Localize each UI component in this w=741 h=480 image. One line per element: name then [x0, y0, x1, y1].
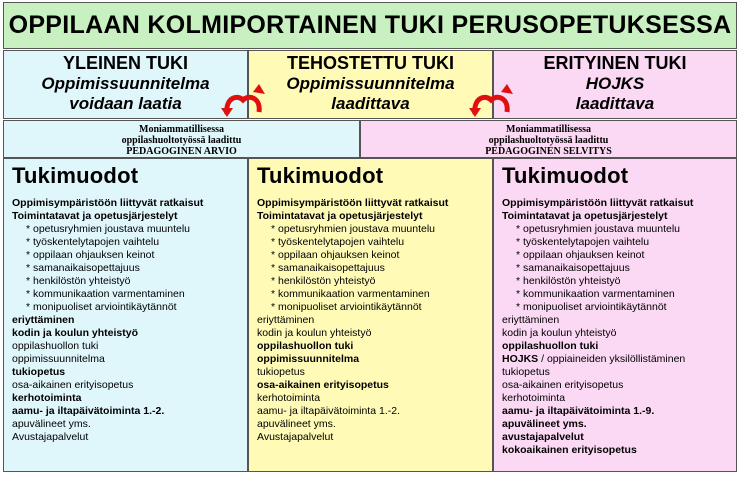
- intensified-support-header: [248, 50, 493, 119]
- support-form-item: * samanaikaisopettajuus: [26, 262, 140, 274]
- support-form-item: tukiopetus: [257, 366, 305, 378]
- support-form-item: * monipuoliset arviointikäytännöt: [516, 301, 667, 313]
- support-form-item: * työskentelytapojen vaihtelu: [271, 236, 405, 248]
- support-form-item: aamu- ja iltapäivätoiminta 1.-2.: [12, 405, 165, 417]
- special-support-plan-note: laadittava: [575, 94, 655, 113]
- support-form-item: oppilashuollon tuki: [12, 340, 99, 352]
- special-support-plan: HOJKS: [585, 74, 645, 93]
- support-form-item: apuvälineet yms.: [257, 418, 336, 430]
- intensified-support-plan: Oppimissuunnitelma: [286, 74, 455, 93]
- support-form-item: aamu- ja iltapäivätoiminta 1.-2.: [257, 405, 400, 417]
- intensified-support-column: [248, 158, 493, 472]
- support-form-item: * työskentelytapojen vaihtelu: [516, 236, 650, 248]
- support-form-item: osa-aikainen erityisopetus: [502, 379, 624, 391]
- support-form-item: * samanaikaisopettajuus: [516, 262, 630, 274]
- general-support-plan: Oppimissuunnitelma: [41, 74, 210, 93]
- support-form-item: Avustajapalvelut: [12, 431, 89, 443]
- support-form-item: * kommunikaation varmentaminen: [271, 288, 430, 300]
- support-form-item: kodin ja koulun yhteistyö: [502, 327, 617, 339]
- support-form-item: * opetusryhmien joustava muuntelu: [26, 223, 191, 235]
- support-form-item: oppimissuunnitelma: [12, 353, 105, 365]
- support-form-item: osa-aikainen erityisopetus: [12, 379, 134, 391]
- general-support-header: [3, 50, 248, 119]
- assessment-title: PEDAGOGINEN SELVITYS: [485, 146, 612, 157]
- support-form-item: Toimintatavat ja opetusjärjestelyt: [257, 210, 423, 222]
- support-form-item: * henkilöstön yhteistyö: [516, 275, 621, 287]
- support-form-item-rest: / oppiaineiden yksilöllistäminen: [538, 353, 686, 365]
- intensified-support-plan-note: laadittava: [331, 94, 410, 113]
- support-form-item: Avustajapalvelut: [257, 431, 334, 443]
- support-form-item: eriyttäminen: [502, 314, 560, 326]
- assessment-title: PEDAGOGINEN ARVIO: [126, 146, 237, 157]
- special-support-header: [493, 50, 737, 119]
- assessment-line: oppilashuoltotyössä laadittu: [488, 135, 609, 146]
- support-form-item: eriyttäminen: [12, 314, 75, 326]
- intensified-support-label: TEHOSTETTU TUKI: [287, 53, 454, 73]
- support-form-item: Toimintatavat ja opetusjärjestelyt: [12, 210, 178, 222]
- support-form-item: eriyttäminen: [257, 314, 315, 326]
- page-title: OPPILAAN KOLMIPORTAINEN TUKI PERUSOPETUKSESSA: [3, 2, 737, 49]
- support-form-item: tukiopetus: [12, 366, 66, 378]
- support-form-item: kerhotoiminta: [12, 392, 82, 404]
- support-form-item: * henkilöstön yhteistyö: [271, 275, 376, 287]
- support-form-item: apuvälineet yms.: [502, 418, 587, 430]
- general-support-column: [3, 158, 248, 472]
- support-form-item: tukiopetus: [502, 366, 550, 378]
- support-form-item: apuvälineet yms.: [12, 418, 91, 430]
- support-form-item: * työskentelytapojen vaihtelu: [26, 236, 160, 248]
- support-form-item: Oppimisympäristöön liittyvät ratkaisut: [12, 197, 204, 209]
- pedagogical-assessment-box: [3, 120, 360, 158]
- transition-arrow-icon: [221, 84, 267, 118]
- support-form-item: * kommunikaation varmentaminen: [516, 288, 675, 300]
- support-form-item-prefix: HOJKS: [502, 353, 539, 365]
- assessment-line: oppilashuoltotyössä laadittu: [121, 135, 242, 146]
- general-support-label: YLEINEN TUKI: [62, 53, 188, 73]
- support-form-item: Oppimisympäristöön liittyvät ratkaisut: [257, 197, 449, 209]
- assessment-line: Moniammatillisessa: [506, 124, 591, 135]
- support-form-item: * kommunikaation varmentaminen: [26, 288, 185, 300]
- support-form-item: kerhotoiminta: [502, 392, 566, 404]
- support-form-item: * monipuoliset arviointikäytännöt: [26, 301, 177, 313]
- assessment-line: Moniammatillisessa: [139, 124, 224, 135]
- support-form-item: osa-aikainen erityisopetus: [257, 379, 389, 391]
- pedagogical-report-box: [360, 120, 737, 158]
- special-support-label: ERITYINEN TUKI: [543, 53, 687, 73]
- column-heading: Tukimuodot: [257, 163, 384, 188]
- support-form-item: * monipuoliset arviointikäytännöt: [271, 301, 422, 313]
- support-form-item: avustajapalvelut: [502, 431, 584, 443]
- support-form-item: * opetusryhmien joustava muuntelu: [516, 223, 681, 235]
- support-form-item: kokoaikainen erityisopetus: [502, 444, 637, 456]
- support-form-item: * oppilaan ohjauksen keinot: [271, 249, 400, 261]
- support-form-item: Oppimisympäristöön liittyvät ratkaisut: [502, 197, 694, 209]
- column-heading: Tukimuodot: [502, 163, 629, 188]
- support-form-item: [502, 353, 736, 366]
- support-form-item: * opetusryhmien joustava muuntelu: [271, 223, 436, 235]
- support-form-item: kerhotoiminta: [257, 392, 321, 404]
- support-form-item: Toimintatavat ja opetusjärjestelyt: [502, 210, 668, 222]
- support-form-item: oppimissuunnitelma: [257, 353, 360, 365]
- support-form-item: kodin ja koulun yhteistyö: [12, 327, 139, 339]
- support-form-item: * oppilaan ohjauksen keinot: [516, 249, 645, 261]
- support-form-item: oppilashuollon tuki: [257, 340, 354, 352]
- column-heading: Tukimuodot: [12, 163, 139, 188]
- support-form-item: aamu- ja iltapäivätoiminta 1.-9.: [502, 405, 655, 417]
- support-form-item: * oppilaan ohjauksen keinot: [26, 249, 155, 261]
- support-form-item: oppilashuollon tuki: [502, 340, 599, 352]
- transition-arrow-icon: [469, 84, 515, 118]
- general-support-plan-note: voidaan laatia: [69, 94, 182, 113]
- support-form-item: kodin ja koulun yhteistyö: [257, 327, 372, 339]
- support-form-item: * samanaikaisopettajuus: [271, 262, 385, 274]
- support-form-item: * henkilöstön yhteistyö: [26, 275, 131, 287]
- special-support-column: [493, 158, 737, 472]
